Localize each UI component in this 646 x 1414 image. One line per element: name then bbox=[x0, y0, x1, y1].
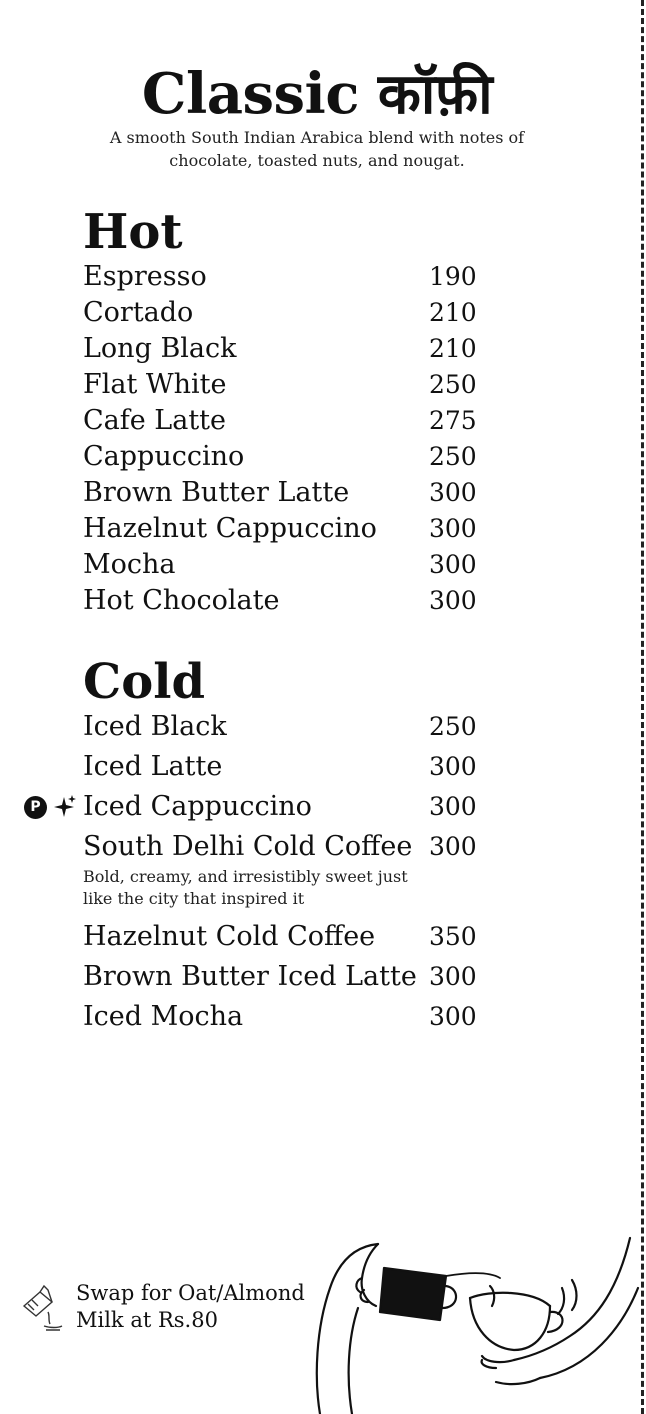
item-name: Brown Butter Iced Latte bbox=[83, 961, 417, 992]
menu-item bbox=[83, 750, 503, 790]
milk-pour-icon bbox=[18, 1282, 70, 1332]
item-name: Iced Latte bbox=[83, 751, 223, 782]
milk-swap-note bbox=[18, 1280, 316, 1334]
menu-header bbox=[0, 62, 634, 172]
menu-item bbox=[83, 830, 503, 920]
item-price: 210 bbox=[429, 334, 477, 363]
menu-item bbox=[83, 584, 503, 620]
menu-item bbox=[83, 476, 503, 512]
menu-item bbox=[83, 368, 503, 404]
item-price: 300 bbox=[429, 1002, 477, 1031]
item-price: 300 bbox=[429, 752, 477, 781]
menu-item bbox=[83, 1000, 503, 1040]
menu-item bbox=[83, 710, 503, 750]
item-price: 190 bbox=[429, 262, 477, 291]
menu-item bbox=[83, 920, 503, 960]
item-price: 250 bbox=[429, 712, 477, 741]
milk-swap-text: Swap for Oat/Almond Milk at Rs.80 bbox=[76, 1281, 305, 1332]
item-name: Long Black bbox=[83, 333, 237, 364]
dashed-cut-line bbox=[641, 0, 644, 1414]
item-name: Hot Chocolate bbox=[83, 585, 280, 616]
sparkle-icon bbox=[53, 794, 77, 820]
item-price: 250 bbox=[429, 370, 477, 399]
menu-title: Classic कॉफ़ी bbox=[141, 61, 493, 127]
menu-item bbox=[83, 332, 503, 368]
menu-subtitle: A smooth South Indian Arabica blend with notes of chocolate, toasted nuts, and nougat. bbox=[109, 128, 525, 170]
item-price: 300 bbox=[429, 962, 477, 991]
item-price: 210 bbox=[429, 298, 477, 327]
item-price: 300 bbox=[429, 478, 477, 507]
item-price: 350 bbox=[429, 922, 477, 951]
item-name: Cafe Latte bbox=[83, 405, 227, 436]
cold-section bbox=[83, 656, 503, 1040]
menu-item bbox=[83, 296, 503, 332]
item-name: Iced Black bbox=[83, 711, 227, 742]
item-price: 300 bbox=[429, 792, 477, 821]
menu-item bbox=[83, 260, 503, 296]
item-price: 275 bbox=[429, 406, 477, 435]
menu-item bbox=[83, 440, 503, 476]
section-title-cold: Cold bbox=[83, 654, 206, 710]
signature-badge bbox=[24, 794, 77, 820]
item-name: South Delhi Cold Coffee bbox=[83, 831, 413, 862]
item-name: Cortado bbox=[83, 297, 194, 328]
item-name: Hazelnut Cold Coffee bbox=[83, 921, 376, 952]
item-name: Brown Butter Latte bbox=[83, 477, 350, 508]
menu-item bbox=[83, 960, 503, 1000]
item-price: 250 bbox=[429, 442, 477, 471]
item-name: Flat White bbox=[83, 369, 227, 400]
item-name: Hazelnut Cappuccino bbox=[83, 513, 377, 544]
menu-item bbox=[83, 790, 503, 830]
menu-item bbox=[83, 548, 503, 584]
item-description: Bold, creamy, and irresistibly sweet just like the city that inspired it bbox=[83, 867, 408, 908]
item-name: Mocha bbox=[83, 549, 176, 580]
item-price: 300 bbox=[429, 514, 477, 543]
menu-item bbox=[83, 404, 503, 440]
hot-section bbox=[83, 206, 503, 620]
section-title-hot: Hot bbox=[83, 204, 183, 260]
coffee-pour-hands-illustration bbox=[300, 1228, 640, 1414]
item-name: Iced Mocha bbox=[83, 1001, 244, 1032]
item-price: 300 bbox=[429, 586, 477, 615]
item-name: Cappuccino bbox=[83, 441, 245, 472]
item-name: Iced Cappuccino bbox=[83, 791, 312, 822]
menu-item bbox=[83, 512, 503, 548]
item-price: 300 bbox=[429, 832, 477, 861]
item-price: 300 bbox=[429, 550, 477, 579]
item-name: Espresso bbox=[83, 261, 207, 292]
p-circle-icon: P bbox=[24, 796, 47, 819]
